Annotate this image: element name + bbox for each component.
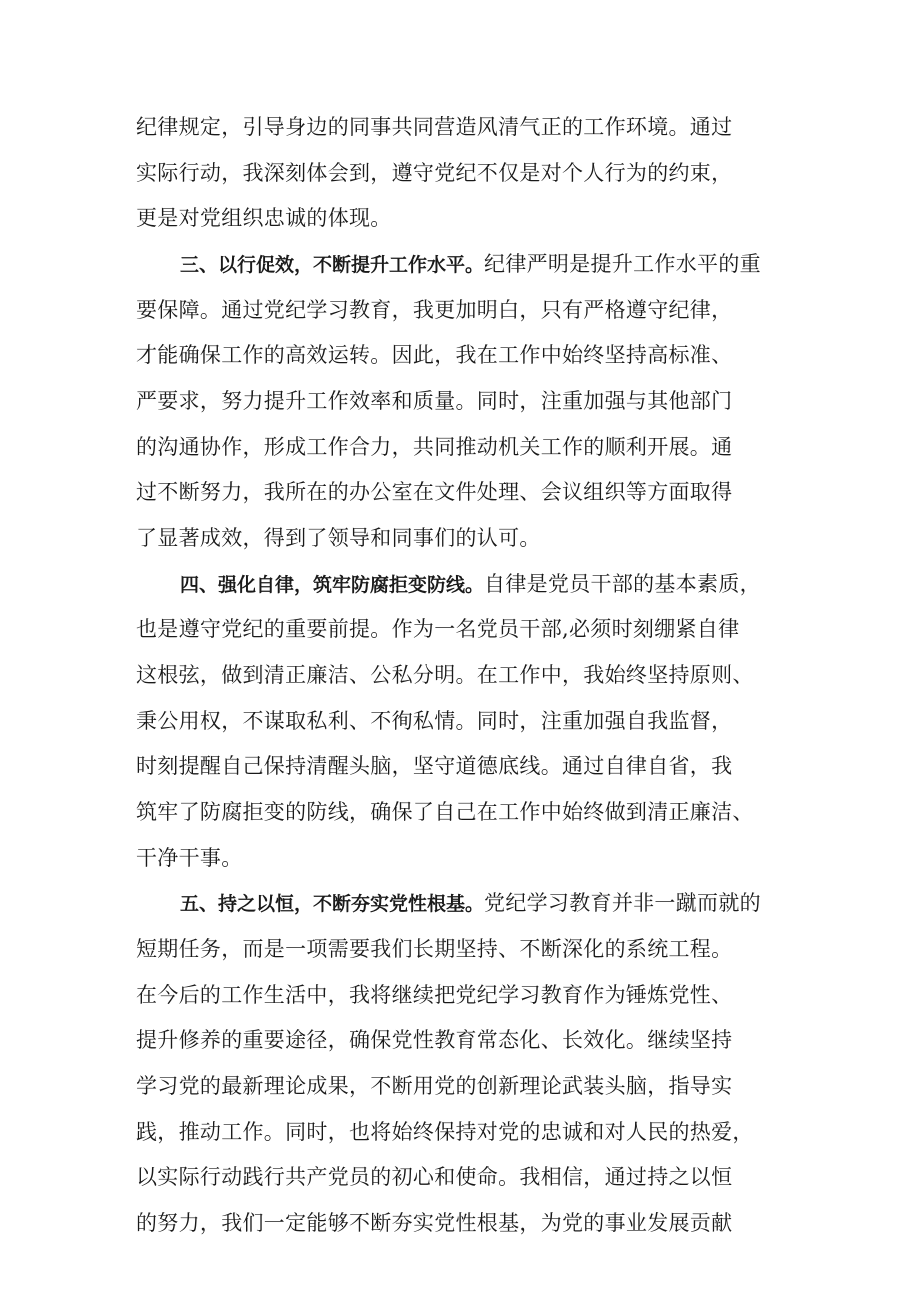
section-four-first-line	[180, 571, 761, 598]
text-line: 实际行动，我深刻体会到，遵守党纪不仅是对个人行为的约束，	[136, 161, 733, 185]
text-line: 在今后的工作生活中，我将继续把党纪学习教育作为锤炼党性、	[136, 983, 733, 1007]
text-line: 短期任务，而是一项需要我们长期坚持、不断深化的系统工程。	[136, 937, 733, 961]
text-run: 纪律严明是提升工作水平的重	[484, 252, 761, 276]
text-line: 以实际行动践行共产党员的初心和使命。我相信，通过持之以恒	[136, 1165, 733, 1189]
text-line: 了显著成效，得到了领导和同事们的认可。	[136, 526, 541, 550]
text-line: 要保障。通过党纪学习教育，我更加明白，只有严格遵守纪律，	[136, 298, 733, 322]
text-line: 干净干事。	[136, 846, 243, 870]
text-run: 党纪学习教育并非一蹴而就的	[484, 891, 761, 915]
text-line: 过不断努力，我所在的办公室在文件处理、会议组织等方面取得	[136, 480, 733, 504]
section-three-heading: 三、以行促效，不断提升工作水平。	[180, 254, 485, 276]
text-line: 学习党的最新理论成果，不断用党的创新理论武装头脑，指导实	[136, 1074, 733, 1098]
text-line: 也是遵守党纪的重要前提。作为一名党员干部,必须时刻绷紧自律	[136, 617, 740, 641]
text-line: 践，推动工作。同时，也将始终保持对党的忠诚和对人民的热爱，	[136, 1120, 754, 1144]
section-five-heading: 五、持之以恒，不断夯实党性根基。	[180, 893, 485, 915]
text-line: 提升修养的重要途径，确保党性教育常态化、长效化。继续坚持	[136, 1028, 733, 1052]
text-line: 秉公用权，不谋取私利、不徇私情。同时，注重加强自我监督，	[136, 709, 733, 733]
text-line: 严要求，努力提升工作效率和质量。同时，注重加强与其他部门	[136, 389, 733, 413]
section-five-first-line	[180, 890, 761, 917]
section-four-heading: 四、强化自律，筑牢防腐拒变防线。	[180, 574, 485, 596]
text-line: 时刻提醒自己保持清醒头脑，坚守道德底线。通过自律自省，我	[136, 754, 733, 778]
section-three-first-line	[180, 251, 761, 278]
text-run: 自律是党员干部的基本素质，	[484, 572, 761, 596]
text-line: 的努力，我们一定能够不断夯实党性根基，为党的事业发展贡献	[136, 1211, 733, 1235]
text-line: 这根弦，做到清正廉洁、公私分明。在工作中，我始终坚持原则、	[136, 663, 754, 687]
text-line: 筑牢了防腐拒变的防线，确保了自己在工作中始终做到清正廉洁、	[136, 800, 754, 824]
text-line: 的沟通协作，形成工作合力，共同推动机关工作的顺利开展。通	[136, 435, 733, 459]
text-line: 纪律规定，引导身边的同事共同营造风清气正的工作环境。通过	[136, 115, 733, 139]
text-line: 更是对党组织忠诚的体现。	[136, 206, 392, 230]
text-line: 才能确保工作的高效运转。因此，我在工作中始终坚持高标准、	[136, 343, 733, 367]
